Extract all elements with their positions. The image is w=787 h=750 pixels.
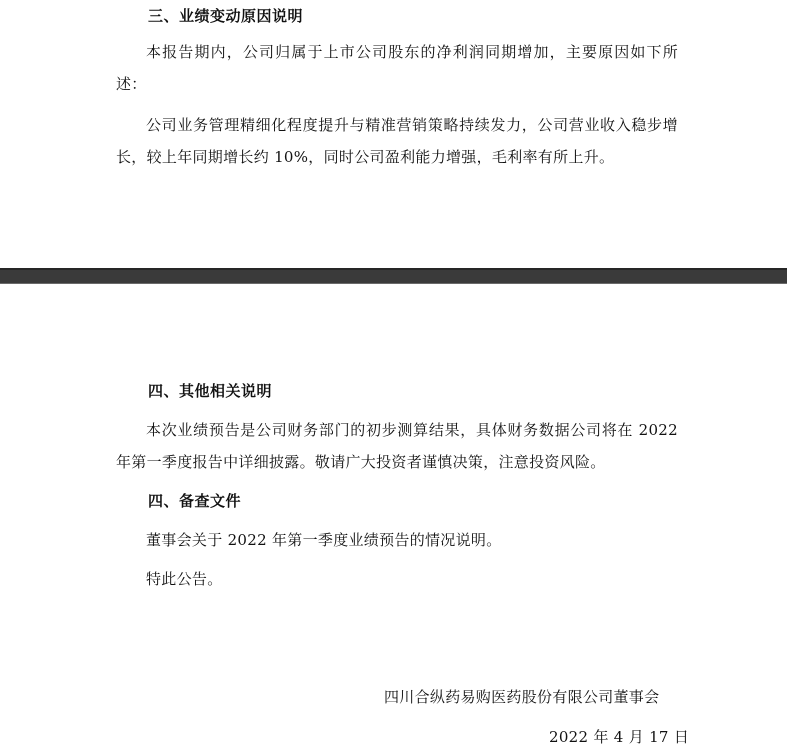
signature-company: 四川合纵药易购医药股份有限公司董事会 (384, 688, 660, 706)
section-heading-other-notes: 四、其他相关说明 (148, 382, 273, 400)
document-page-1 (0, 0, 787, 268)
paragraph-reason-intro: 本报告期内，公司归属于上市公司股东的净利润同期增加，主要原因如下所述： (116, 43, 678, 93)
section-heading-change-reasons: 三、业绩变动原因说明 (148, 7, 304, 25)
page-separator (0, 268, 787, 284)
document-page-2 (0, 284, 787, 750)
closing-statement: 特此公告。 (146, 570, 223, 588)
signature-date: 2022 年 4 月 17 日 (549, 728, 690, 746)
reference-doc-item: 董事会关于 2022 年第一季度业绩预告的情况说明。 (146, 531, 502, 549)
paragraph-reason-detail: 公司业务管理精细化程度提升与精准营销策略持续发力，公司营业收入稳步增长，较上年同期增长约 10%，同时公司盈利能力增强，毛利率有所上升。 (116, 116, 678, 166)
section-heading-reference-docs: 四、备查文件 (148, 492, 242, 510)
paragraph-other-notes: 本次业绩预告是公司财务部门的初步测算结果，具体财务数据公司将在 2022 年第一季度报告中详细披露。敬请广大投资者谨慎决策，注意投资风险。 (116, 421, 678, 471)
